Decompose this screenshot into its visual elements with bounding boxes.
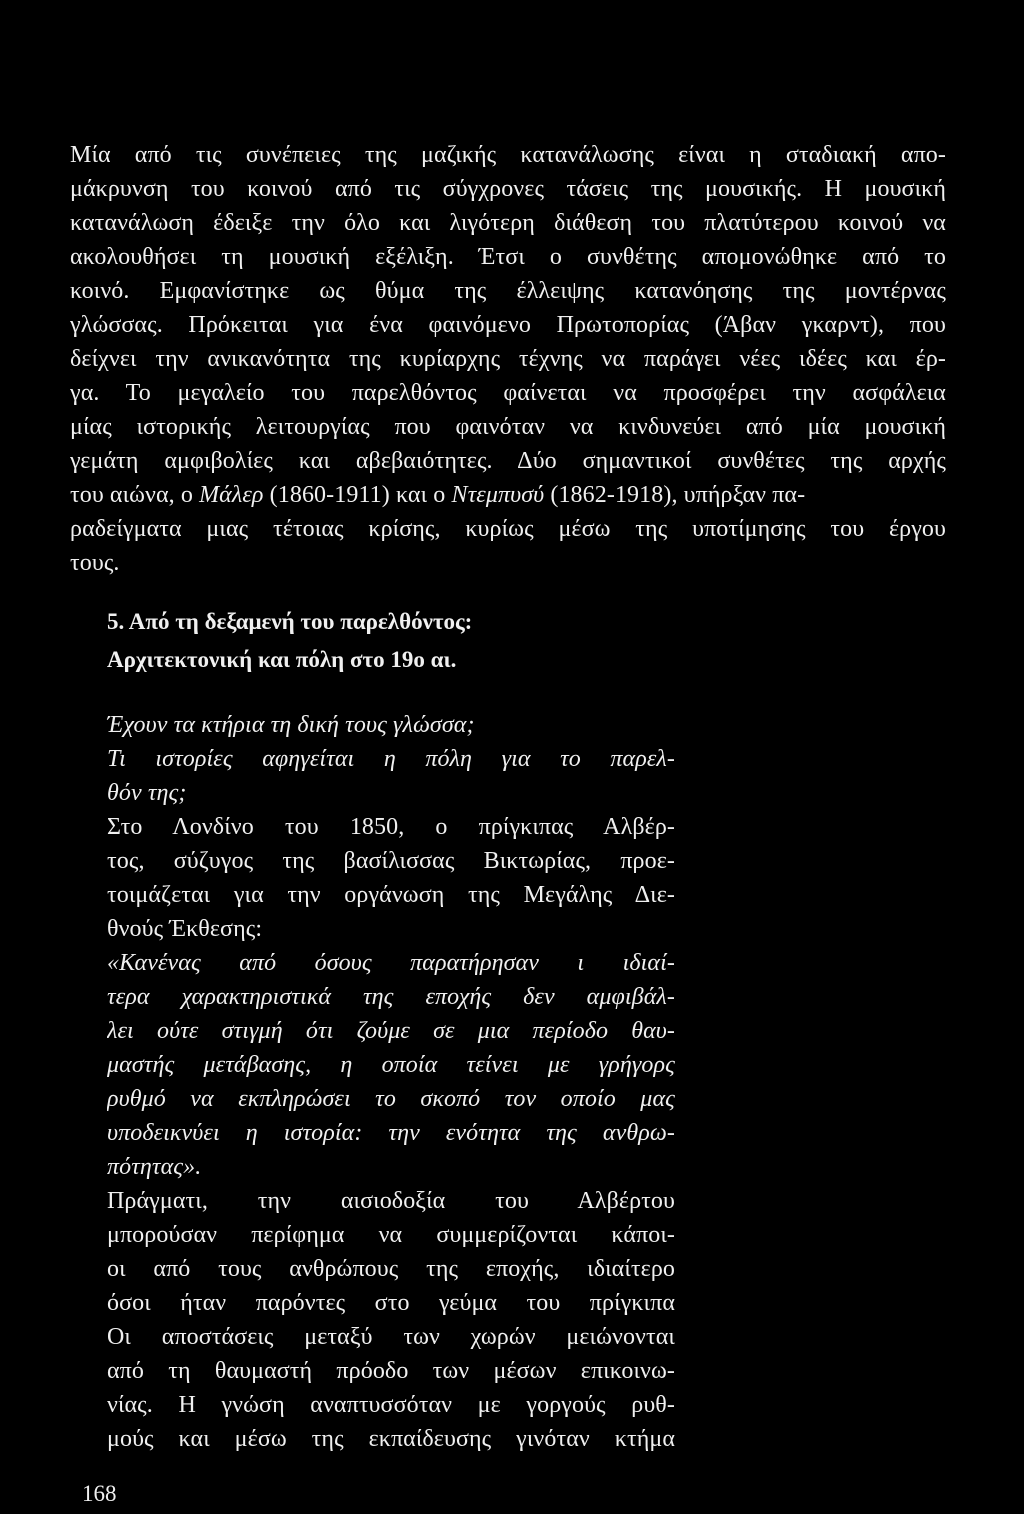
quote-line: ρυθμό να εκπληρώσει το σκοπό τον οποίο μας: [107, 1086, 675, 1112]
composers-line: [70, 480, 946, 510]
text-line: οι από τους ανθρώπους της εποχής, ιδιαίτερο: [107, 1256, 675, 1282]
text-line: κατανάλωση έδειξε την όλο και λιγότερη διάθεση του πλατύτερου κοινού να: [70, 210, 946, 236]
question-line: θόν της;: [107, 780, 187, 806]
quote-line: πότητας».: [107, 1154, 202, 1180]
question-line: Έχουν τα κτήρια τη δική τους γλώσσα;: [107, 712, 475, 738]
composer-name-debussy: Ντεμπυσύ: [451, 482, 545, 508]
text-line: Στο Λονδίνο του 1850, ο πρίγκιπας Αλβέρ-: [107, 814, 675, 840]
text-line: Μία από τις συνέπειες της μαζικής κατανάλωσης είναι η σταδιακή απο-: [70, 142, 946, 168]
text-line: μάκρυνση του κοινού από τις σύγχρονες τάσεις της μουσικής. Η μουσική: [70, 176, 946, 202]
page-number: 168: [82, 1481, 117, 1506]
quote-line: τερα χαρακτηριστικά της εποχής δεν αμφιβάλ-: [107, 984, 675, 1010]
quote-line: λει ούτε στιγμή ότι ζούμε σε μια περίοδο θαυ-: [107, 1018, 675, 1044]
text-line: δείχνει την ανικανότητα της κυρίαρχης τέχνης να παράγει νέες ιδέες και έρ-: [70, 346, 946, 372]
text-line: όσοι ήταν παρόντες στο γεύμα του πρίγκιπα: [107, 1290, 675, 1316]
quote-line: μαστής μετάβασης, η οποία τείνει με γρήγορς: [107, 1052, 675, 1078]
text-segment: (1860-1911) και ο: [263, 482, 452, 508]
text-segment: (1862-1918), υπήρξαν πα-: [544, 482, 806, 508]
text-segment: του αιώνα, ο: [70, 482, 200, 508]
text-line: γα. Το μεγαλείο του παρελθόντος φαίνεται να προσφέρει την ασφάλεια: [70, 380, 946, 406]
quote-line: υποδεικνύει η ιστορία: την ενότητα της ανθρω-: [107, 1120, 675, 1146]
text-line: μίας ιστορικής λειτουργίας που φαινόταν να κινδυνεύει από μία μουσική: [70, 414, 946, 440]
text-line: τος, σύζυγος της βασίλισσας Βικτωρίας, προε-: [107, 848, 675, 874]
question-line: Τι ιστορίες αφηγείται η πόλη για το παρελ-: [107, 746, 675, 772]
text-line: νίας. Η γνώση αναπτυσσόταν με γοργούς ρυθ-: [107, 1392, 675, 1418]
quote-line: «Κανένας από όσους παρατήρησαν ι ιδιαί-: [107, 950, 675, 976]
text-line: γεμάτη αμφιβολίες και αβεβαιότητες. Δύο σημαντικοί συνθέτες της αρχής: [70, 448, 946, 474]
section-heading-line-1: 5. Από τη δεξαμενή του παρελθόντος:: [107, 609, 473, 634]
text-line: θνούς Έκθεσης:: [107, 916, 263, 942]
section-heading-line-2: Αρχιτεκτονική και πόλη στο 19ο αι.: [107, 647, 457, 672]
text-line: τους.: [70, 550, 120, 576]
text-line: ακολουθήσει τη μουσική εξέλιξη. Έτσι ο συνθέτης απομονώθηκε από το: [70, 244, 946, 270]
text-line: Πράγματι, την αισιοδοξία του Αλβέρτου: [107, 1188, 675, 1214]
composer-name-mahler: Μάλερ: [199, 482, 264, 508]
text-line: Οι αποστάσεις μεταξύ των χωρών μειώνονται: [107, 1324, 675, 1350]
text-line: μούς και μέσω της εκπαίδευσης γινόταν κτήμα: [107, 1426, 675, 1452]
text-line: κοινό. Εμφανίστηκε ως θύμα της έλλειψης κατανόησης της μοντέρνας: [70, 278, 946, 304]
text-line: μπορούσαν περίφημα να συμμερίζονται κάποι-: [107, 1222, 675, 1248]
text-line: τοιμάζεται για την οργάνωση της Μεγάλης Διε-: [107, 882, 675, 908]
text-line: ραδείγματα μιας τέτοιας κρίσης, κυρίως μέσω της υποτίμησης του έργου: [70, 516, 946, 542]
text-line: από τη θαυμαστή πρόοδο των μέσων επικοινω-: [107, 1358, 675, 1384]
text-line: γλώσσας. Πρόκειται για ένα φαινόμενο Πρωτοπορίας (Άβαν γκαρντ), που: [70, 312, 946, 338]
